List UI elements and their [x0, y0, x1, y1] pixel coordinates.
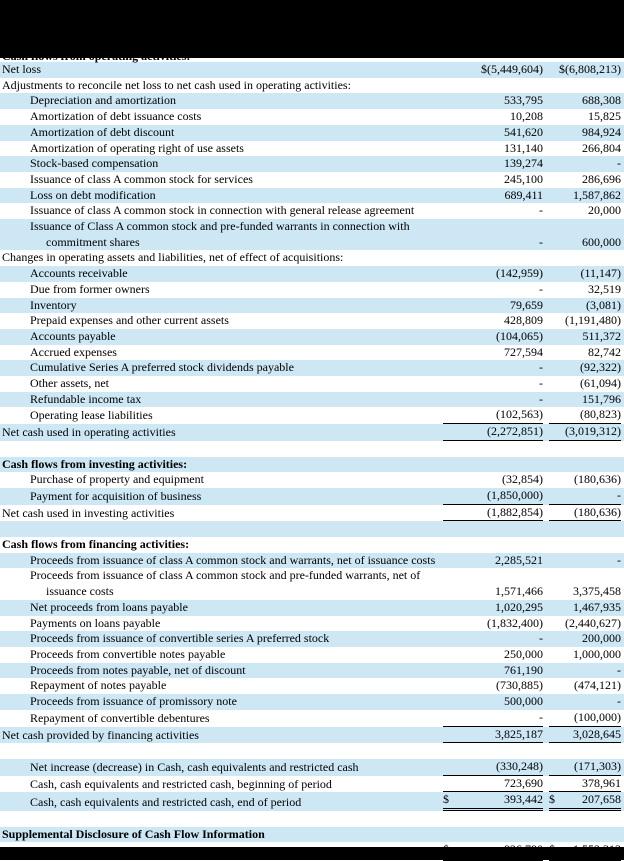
value-text: - — [539, 203, 543, 218]
value-year2 — [549, 235, 621, 251]
row-label: Net increase (decrease) in Cash, cash equivalents and restricted cash — [30, 759, 359, 774]
value-text: 3,028,645 — [573, 726, 621, 741]
row-label: Accounts payable — [30, 328, 116, 343]
value-year1 — [443, 172, 543, 188]
value-year2 — [549, 188, 621, 204]
value-year1 — [443, 792, 543, 811]
value-year2 — [549, 553, 621, 569]
value-year1 — [443, 553, 543, 569]
value-text: (180,636) — [574, 504, 621, 519]
value-text: (11,147) — [580, 266, 621, 281]
value-year1 — [443, 424, 543, 441]
dollar-sign: $ — [443, 792, 449, 807]
row-label: Changes in operating assets and liabilities, net of effect of acquisitions: — [2, 250, 344, 265]
value-text: (104,065) — [496, 328, 543, 343]
row-label-line2: commitment shares — [46, 234, 140, 249]
value-year1 — [443, 776, 543, 793]
value-text: (474,121) — [574, 678, 621, 693]
value-text: - — [617, 694, 621, 709]
value-text: 600,000 — [582, 234, 621, 249]
value-text: 266,804 — [582, 140, 621, 155]
row-label: Cash, cash equivalents and restricted cash, end of period — [30, 795, 302, 810]
value-year2 — [549, 792, 621, 811]
table-row — [0, 78, 624, 94]
table-row — [0, 631, 624, 647]
value-year1 — [443, 360, 543, 376]
value-text: (171,303) — [574, 758, 621, 773]
value-year2 — [549, 727, 621, 744]
table-row — [0, 345, 624, 361]
table-row — [0, 62, 624, 78]
row-label: Depreciation and amortization — [30, 93, 176, 108]
table-row — [0, 109, 624, 125]
row-label: Repayment of notes payable — [30, 678, 167, 693]
value-year2 — [549, 125, 621, 141]
value-year1 — [443, 203, 543, 219]
value-text: 500,000 — [504, 694, 543, 709]
value-year1 — [443, 141, 543, 157]
value-year1 — [443, 313, 543, 329]
spacer-row — [0, 521, 624, 537]
table-row — [0, 376, 624, 392]
value-year2 — [549, 360, 621, 376]
value-text: 378,961 — [582, 775, 621, 790]
value-year2 — [549, 345, 621, 361]
value-text: 689,411 — [504, 187, 543, 202]
table-row — [0, 647, 624, 663]
value-year1 — [443, 584, 543, 600]
value-text: 151,796 — [582, 391, 621, 406]
value-text: - — [539, 281, 543, 296]
table-row — [0, 568, 624, 599]
table-row — [0, 360, 624, 376]
value-year1 — [443, 109, 543, 125]
row-label: Payment for acquisition of business — [30, 488, 202, 503]
value-year2 — [549, 392, 621, 408]
value-year1 — [443, 663, 543, 679]
table-row — [0, 266, 624, 282]
table-row — [0, 424, 624, 441]
value-year2 — [549, 600, 621, 616]
row-label: Issuance of class A common stock in connection with general release agreement — [30, 203, 415, 218]
value-year1 — [443, 472, 543, 488]
value-text: (32,854) — [502, 472, 543, 487]
value-year2 — [549, 776, 621, 793]
row-label: Amortization of debt issuance costs — [30, 109, 202, 124]
value-text: - — [539, 376, 543, 391]
row-label: Net loss — [2, 62, 41, 76]
value-text: - — [617, 662, 621, 677]
value-text: 3,825,187 — [495, 726, 543, 741]
value-text: - — [539, 391, 543, 406]
value-year1 — [443, 345, 543, 361]
value-text: 1,000,000 — [573, 646, 621, 661]
value-text: 286,696 — [582, 171, 621, 186]
table-row — [0, 93, 624, 109]
table-row — [0, 219, 624, 250]
value-year2 — [549, 62, 621, 78]
value-text: (61,094) — [580, 376, 621, 391]
row-label: Cumulative Series A preferred stock dividends payable — [30, 360, 294, 375]
value-text: 131,140 — [504, 140, 543, 155]
value-text: 32,519 — [588, 281, 621, 296]
table-row — [0, 457, 624, 473]
value-text: (1,850,000) — [487, 487, 543, 502]
table-row — [0, 472, 624, 488]
value-text: 82,742 — [588, 344, 621, 359]
value-year2 — [549, 93, 621, 109]
value-text: (2,272,851) — [487, 424, 543, 439]
row-label: Net proceeds from loans payable — [30, 599, 188, 614]
value-text: 3,375,458 — [573, 584, 621, 599]
value-text: 1,571,466 — [495, 584, 543, 599]
row-label: Supplemental Disclosure of Cash Flow Information — [2, 826, 265, 841]
row-label: Accounts receivable — [30, 266, 128, 281]
value-year2 — [549, 631, 621, 647]
value-text: 511,372 — [582, 328, 621, 343]
value-year2 — [549, 172, 621, 188]
clipped-section-heading-row — [0, 49, 624, 63]
row-label: Issuance of class A common stock for services — [30, 171, 253, 186]
value-text: 200,000 — [582, 631, 621, 646]
value-year1 — [443, 298, 543, 314]
row-label: Cash flows from investing activities: — [2, 456, 188, 471]
value-text: - — [617, 156, 621, 171]
value-text: (142,959) — [496, 266, 543, 281]
value-year2 — [549, 505, 621, 522]
row-label: Adjustments to reconcile net loss to net cash used in operating activities: — [2, 77, 351, 92]
value-text: 727,594 — [504, 344, 543, 359]
value-text: (730,885) — [496, 678, 543, 693]
value-text: - — [617, 552, 621, 567]
value-year2 — [549, 616, 621, 632]
value-year1 — [443, 125, 543, 141]
statement-table — [0, 62, 624, 861]
row-label: Purchase of property and equipment — [30, 472, 204, 487]
value-year2 — [549, 203, 621, 219]
value-year1 — [443, 266, 543, 282]
value-year2 — [549, 329, 621, 345]
value-text: 207,658 — [582, 792, 621, 807]
value-year1 — [443, 62, 543, 78]
value-year1 — [443, 616, 543, 632]
row-label: Cash flows from financing activities: — [2, 537, 190, 552]
value-text: 2,285,521 — [495, 552, 543, 567]
value-year1 — [443, 93, 543, 109]
value-text: (2,440,627) — [565, 615, 621, 630]
value-year1 — [443, 694, 543, 710]
table-row — [0, 188, 624, 204]
row-label: Proceeds from issuance of class A common stock and warrants, net of issuance costs — [30, 552, 436, 567]
table-row — [0, 710, 624, 727]
value-year2 — [549, 694, 621, 710]
row-label: Inventory — [30, 297, 77, 312]
table-row — [0, 505, 624, 522]
value-text: (1,191,480) — [565, 313, 621, 328]
value-text: (100,000) — [574, 709, 621, 724]
value-year1 — [443, 156, 543, 172]
value-text: 984,924 — [582, 124, 621, 139]
table-row — [0, 616, 624, 632]
value-text: 10,208 — [510, 109, 543, 124]
value-year1 — [443, 678, 543, 694]
value-text: 428,809 — [504, 313, 543, 328]
table-row — [0, 600, 624, 616]
value-text: 15,825 — [588, 109, 621, 124]
row-label: Proceeds from issuance of convertible series A preferred stock — [30, 631, 330, 646]
value-text: - — [539, 709, 543, 724]
value-year2 — [549, 647, 621, 663]
value-year1 — [443, 235, 543, 251]
clipped-section-heading: Cash flows from operating activities: — [2, 49, 191, 63]
value-year2 — [549, 141, 621, 157]
value-year2 — [549, 282, 621, 298]
value-year2 — [549, 472, 621, 488]
row-label: Cash, cash equivalents and restricted cash, beginning of period — [30, 776, 332, 791]
value-text: 245,100 — [504, 171, 543, 186]
value-year2 — [549, 376, 621, 392]
value-text: 1,020,295 — [495, 599, 543, 614]
value-year1 — [443, 647, 543, 663]
row-label: Proceeds from issuance of class A common stock and pre-funded warrants, net of issuance costs — [0, 568, 443, 599]
value-text: (1,832,400) — [487, 615, 543, 630]
value-text: (180,636) — [574, 472, 621, 487]
table-row — [0, 329, 624, 345]
table-row — [0, 141, 624, 157]
value-text: $(6,808,213) — [559, 62, 621, 76]
table-row — [0, 537, 624, 553]
value-year2 — [549, 424, 621, 441]
value-text: 139,274 — [504, 156, 543, 171]
row-label: Issuance of Class A common stock and pre-funded warrants in connection with commitment shares — [0, 219, 443, 250]
value-text: 20,000 — [588, 203, 621, 218]
value-year1 — [443, 710, 543, 727]
table-row — [0, 282, 624, 298]
table-row — [0, 663, 624, 679]
value-year1 — [443, 600, 543, 616]
spacer-row — [0, 743, 624, 759]
row-label: Stock-based compensation — [30, 156, 159, 171]
value-text: (92,322) — [580, 360, 621, 375]
value-year2 — [549, 678, 621, 694]
row-label-line2: issuance costs — [46, 584, 114, 599]
value-year1 — [443, 727, 543, 744]
value-year2 — [549, 663, 621, 679]
row-label: Net cash used in investing activities — [2, 505, 175, 520]
value-year2 — [549, 488, 621, 505]
value-year1 — [443, 407, 543, 424]
dollar-sign: $ — [549, 792, 555, 807]
table-row — [0, 759, 624, 776]
value-text: 533,795 — [504, 93, 543, 108]
table-row — [0, 172, 624, 188]
row-label: Proceeds from notes payable, net of discount — [30, 662, 246, 677]
row-label: Operating lease liabilities — [30, 408, 153, 423]
table-row — [0, 407, 624, 424]
value-year2 — [549, 266, 621, 282]
table-row — [0, 392, 624, 408]
spacer-row — [0, 441, 624, 457]
row-label: Accrued expenses — [30, 344, 117, 359]
value-text: 393,442 — [504, 792, 543, 807]
table-row — [0, 488, 624, 505]
row-label: Amortization of operating right of use assets — [30, 140, 244, 155]
row-label: Net cash provided by financing activities — [2, 727, 199, 742]
table-row — [0, 156, 624, 172]
table-row — [0, 313, 624, 329]
row-label: Payments on loans payable — [30, 615, 161, 630]
value-year2 — [549, 313, 621, 329]
value-year2 — [549, 710, 621, 727]
value-text: 250,000 — [504, 646, 543, 661]
table-row — [0, 553, 624, 569]
table-row — [0, 694, 624, 710]
value-text: 761,190 — [504, 662, 543, 677]
value-text: - — [617, 487, 621, 502]
value-year1 — [443, 376, 543, 392]
row-label: Loss on debt modification — [30, 187, 156, 202]
value-text: - — [539, 631, 543, 646]
value-text: 688,308 — [582, 93, 621, 108]
value-text: (80,823) — [580, 407, 621, 422]
table-row — [0, 250, 624, 266]
value-text: (102,563) — [496, 407, 543, 422]
row-label: Repayment of convertible debentures — [30, 710, 210, 725]
row-label: Other assets, net — [30, 376, 109, 391]
row-label: Refundable income tax — [30, 391, 142, 406]
table-row — [0, 125, 624, 141]
value-year2 — [549, 109, 621, 125]
value-year1 — [443, 329, 543, 345]
row-label: Due from former owners — [30, 281, 150, 296]
value-text: - — [539, 360, 543, 375]
value-text: 1,467,935 — [573, 599, 621, 614]
value-year1 — [443, 631, 543, 647]
value-year1 — [443, 392, 543, 408]
value-text: (330,248) — [496, 758, 543, 773]
value-year2 — [549, 298, 621, 314]
value-text: 79,659 — [510, 297, 543, 312]
table-row — [0, 792, 624, 811]
value-year2 — [549, 759, 621, 776]
row-label: Proceeds from convertible notes payable — [30, 646, 226, 661]
row-label: Proceeds from issuance of promissory note — [30, 694, 237, 709]
value-year1 — [443, 488, 543, 505]
table-row — [0, 678, 624, 694]
table-row — [0, 298, 624, 314]
value-text: (1,882,854) — [487, 504, 543, 519]
table-row — [0, 776, 624, 793]
value-text: (3,019,312) — [565, 424, 621, 439]
row-label: Amortization of debt discount — [30, 124, 175, 139]
table-row — [0, 827, 624, 843]
value-text: (3,081) — [586, 297, 621, 312]
redacted-footer-mask — [0, 847, 624, 860]
row-label: Prepaid expenses and other current assets — [30, 313, 229, 328]
value-year2 — [549, 584, 621, 600]
value-text: 1,587,862 — [573, 187, 621, 202]
table-row — [0, 727, 624, 744]
value-text: - — [539, 234, 543, 249]
value-year1 — [443, 505, 543, 522]
table-row — [0, 203, 624, 219]
value-year1 — [443, 282, 543, 298]
value-text: 723,690 — [504, 775, 543, 790]
row-label: Net cash used in operating activities — [2, 425, 176, 440]
value-year2 — [549, 407, 621, 424]
value-year2 — [549, 156, 621, 172]
spacer-row — [0, 811, 624, 827]
value-text: $(5,449,604) — [481, 62, 543, 76]
value-year1 — [443, 188, 543, 204]
value-year1 — [443, 759, 543, 776]
value-text: 541,620 — [504, 124, 543, 139]
